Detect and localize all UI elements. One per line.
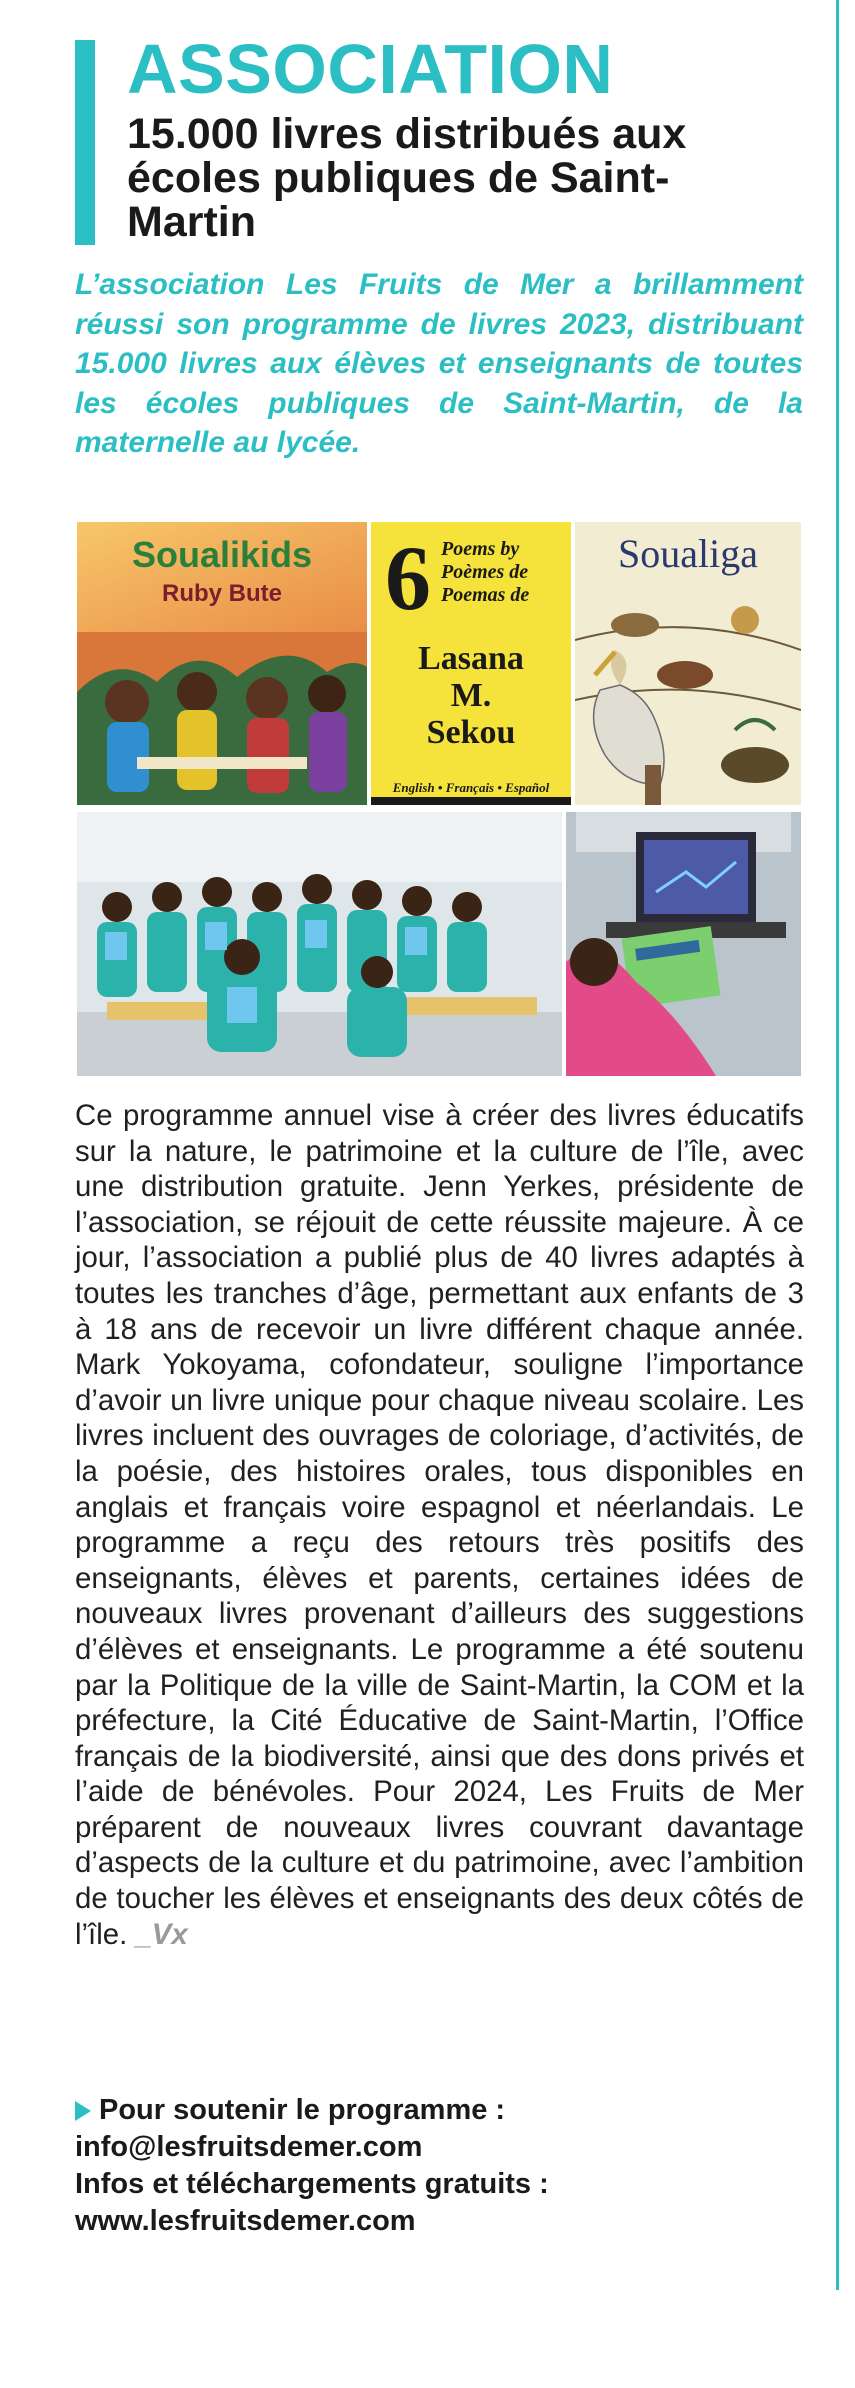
poems-author-first: Lasana <box>418 640 524 677</box>
poems-title-spanish: Poemas de <box>441 584 530 606</box>
poems-cover-title <box>441 538 529 607</box>
article-body-text: Ce programme annuel vise à créer des livres éducatifs sur la nature, le patrimoine et la culture de l’île, avec une distribution gratuite. Jenn Yerkes, présidente de l’association, se réjouit de cette réussite majeure. À ce jour, l’association a publié plus de 40 livres adaptés à toutes les tranches d’âge, permettant aux enfants de 3 à 18 ans de recevoir un livre différent chaque année. Mark Yokoyama, cofondateur, souligne l’importance d’avoir un livre unique pour chaque niveau scolaire. Les livres incluent des ouvrages de coloriage, d’activités, de la poésie, des histoires orales, tous disponibles en anglais et français voire espagnol et néerlandais. Le programme a reçu des retours très positifs des enseignants, élèves et parents, certaines idées de nouveaux livres provenant d’ailleurs des suggestions d’élèves et enseignants. Le programme a été soutenu par la Politique de la ville de Saint-Martin, la COM et la préfecture, la Cité Éducative de Saint-Martin, l’Office français de la biodiversité, ainsi que des dons privés et l’aide de bénévoles. Pour 2024, Les Fruits de Mer préparent de nouveaux livres couvrant davantage d’aspects de la culture et du patrimoine, avec l’ambition de toucher les élèves et enseignants des deux côtés de l’île. <box>75 1099 804 1951</box>
article-headline: 15.000 livres distribués aux écoles publiques de Saint-Martin <box>127 110 687 246</box>
poems-author-initial: M. <box>450 677 492 714</box>
soualikids-cover-title: Soualikids <box>131 534 313 575</box>
article-lead: L’association Les Fruits de Mer a brillamment réussi son programme de livres 2023, distribuant 15.000 livres aux élèves et enseignants de toutes les écoles publiques de Saint-Martin, de la maternelle au lycée. <box>75 268 803 459</box>
support-email[interactable]: info@lesfruitsdemer.com <box>75 2131 423 2163</box>
poems-title-french: Poèmes de <box>441 561 529 583</box>
header-accent-bar <box>75 40 95 245</box>
poems-cover-author <box>371 640 571 751</box>
section-kicker: ASSOCIATION <box>127 30 614 108</box>
poems-title-english: Poems by <box>441 538 520 560</box>
article-footer <box>75 2092 804 2240</box>
students-with-books-photo <box>77 812 562 1076</box>
soualikids-book-cover <box>77 522 367 805</box>
poems-cover-languages: English • Français • Español <box>392 780 550 795</box>
soualiga-cover-title: Soualiga <box>618 531 758 576</box>
poems-author-last: Sekou <box>426 714 516 751</box>
soualiga-cover-wildlife-illustration <box>575 580 801 805</box>
poems-cover-number: 6 <box>385 527 431 629</box>
soualiga-book-cover <box>575 522 801 805</box>
poems-cover-band <box>371 797 571 805</box>
student-computer-photo <box>566 812 801 1076</box>
classroom-photo <box>77 812 562 1076</box>
support-label: Pour soutenir le programme : <box>99 2094 506 2126</box>
right-column-rule <box>836 0 839 2290</box>
support-line <box>75 2092 804 2129</box>
play-arrow-icon <box>75 2101 91 2121</box>
article-body <box>75 1098 804 1952</box>
six-poems-book-cover <box>371 522 571 805</box>
author-signature: _Vx <box>135 1917 188 1951</box>
photo-collage <box>77 522 801 1076</box>
soualikids-cover-subtitle: Ruby Bute <box>162 580 282 607</box>
soualikids-cover-illustration <box>77 632 367 805</box>
downloads-label: Infos et téléchargements gratuits : <box>75 2168 549 2200</box>
website-link[interactable]: www.lesfruitsdemer.com <box>75 2205 416 2237</box>
student-reading-at-laptop-photo <box>566 812 801 1076</box>
